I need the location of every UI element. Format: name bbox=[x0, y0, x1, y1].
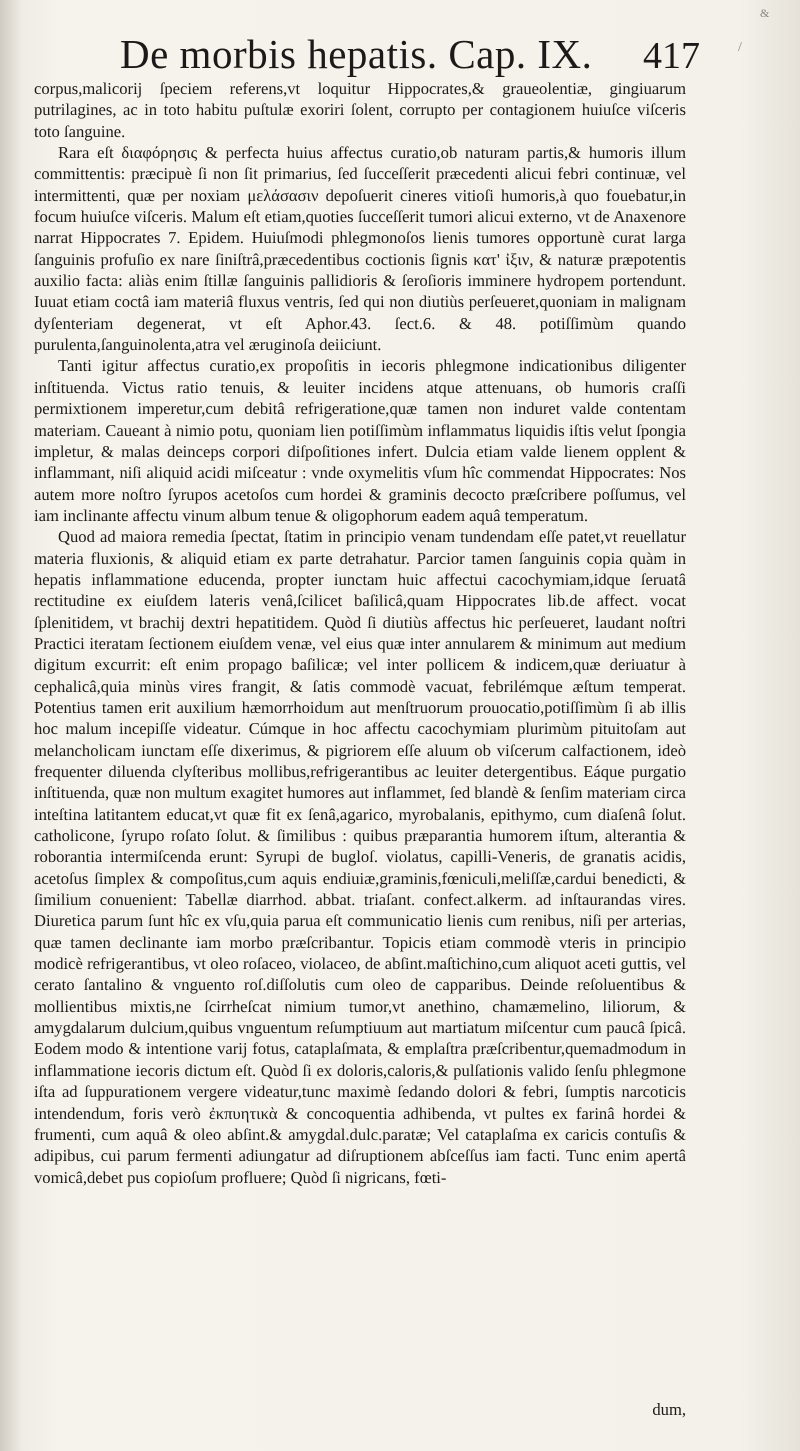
paragraph: corpus,malicorij ſpeciem referens,vt loquitur Hippocrates,& graueolentiæ, gingiuarum putrilagines, ac in toto habitu puſtulæ exoriri ſolent, corrupto per contagionem huiuſce viſceris toto ſanguine. bbox=[34, 79, 686, 141]
paragraph: Rara eſt διαφόρησις & perfecta huius affectus curatio,ob naturam partis,& humoris illum committentis: præcipuè ſi non ſit primarius, ſed ſucceſſerit præcedenti alicui febri continuæ, vel intermittenti, quæ per noxiam μελάσασιν depoſuerit cineres vitioſi humoris,à quo fouebatur,in focum huiuſce viſceris. Malum eſt etiam,quoties ſucceſſerit tumori alicui externo, vt de Anaxenore narrat Hippocrates 7. Epidem. Huiuſmodi phlegmonoſos lienis tumores opportunè curat larga ſanguinis profuſio ex nare ſiniſtrâ,præcedentibus coctionis ſignis κατ' ἰξιν, & naturæ præpotentis auxilio facta: aliàs enim ſtillæ ſanguinis pallidioris & ſeroſioris imminere hydropem portendunt. Iuuat etiam coctâ iam materiâ fluxus ventris, ſed qui non diutiùs perſeueret,quoniam in malignam dyſenteriam degenerat, vt eſt Aphor.43. ſect.6. & 48. potiſſimùm quando purulenta,ſanguinolenta,atra vel æruginoſa deiiciunt. bbox=[34, 143, 686, 355]
body-text bbox=[34, 78, 686, 1188]
page-number: 417 bbox=[643, 35, 700, 77]
paragraph: Tanti igitur affectus curatio,ex propoſitis in iecoris phlegmone indicationibus diligenter inſtituenda. Victus ratio tenuis, & leuiter incidens atque attenuans, ob humoris craſſi permixtionem imperetur,cum debitâ refrigeratione,quæ tamen non induret valde contentam materiam. Caueant à nimio potu, quoniam lien potiſſimùm inflammatus liquidis iſtis velut ſpongia impletur, & malas deinceps corpori diſpoſitiones infert. Dulcia etiam valde lienem opplent & inflammant, niſi aliquid acidi miſceatur : vnde oxymelitis vſum hîc commendat Hippocrates: Nos autem more noſtro ſyrupos acetoſos cum hordei & graminis decocto præſcribere poſſumus, vel iam inclinante affectu vinum album tenue & oligophorum eadem aquâ temperatum. bbox=[34, 356, 686, 525]
running-title: De morbis hepatis. Cap. IX. bbox=[120, 31, 593, 77]
margin-ink-mark: & bbox=[760, 6, 770, 20]
catchword: dum, bbox=[652, 1400, 686, 1419]
paragraph: Quod ad maiora remedia ſpectat, ſtatim in principio venam tundendam eſſe patet,vt reuellatur materia fluxionis, & aliquid etiam ex parte detrahatur. Parcior tamen ſanguinis copia quàm in hepatis inflammatione educenda, propter iunctam huic affectui cacochymiam,idque ſeruatâ rectitudine ex eiuſdem lateris venâ,ſcilicet baſilicâ,quam Hippocrates lib.de affect. vocat ſplenitidem, vt brachij dextri hepatitidem. Quòd ſi diutiùs affectus hic perſeueret, laudant noſtri Practici iteratam ſectionem eiuſdem venæ, vel eius quæ inter annularem & minimum aut medium digitum excurrit: eſt enim propago baſilicæ; vel inter pollicem & indicem,quæ deriuatur à cephalicâ,quia minùs vires frangit, & ſatis commodè vacuat, febrilémque æſtum temperat. Potentius tamen erit auxilium hæmorrhoidum aut menſtruorum prouocatio,potiſſimùm ſi ab illis hoc malum incepiſſe videatur. Cúmque in hoc affectu cacochymiam plurimùm pituitoſam aut melancholicam iunctam eſſe dixerimus, & pigriorem eſſe aluum ob viſcerum calfactionem, ideò frequenter diluenda clyſteribus mollibus,refrigerantibus ac leuiter detergentibus. Eáque purgatio inſtituenda, quæ non multum exagitet humores aut inflammet, ſed blandè & ſenſim materiam circa inteſtina latitantem educat,vt quæ fit ex ſenâ,agarico, myrobalanis, epithymo, cum diaſenâ ſolut. catholicone, ſyrupo roſato ſolut. & ſimilibus : quibus præparantia humorem iſtum, alterantia & roborantia intermiſcenda erunt: Syrupi de bugloſ. violatus, capilli-Veneris, de granatis acidis, acetoſus ſimplex & compoſitus,cum aquis endiuiæ,graminis,fœniculi,meliſſæ,cardui benedicti, & ſimilium conuenient: Tabellæ diarrhod. abbat. triaſant. confect.alkerm. ad inſtaurandas vires. Diuretica parum ſunt hîc ex vſu,quia parua eſt communicatio lienis cum renibus, niſi per arterias, quæ tamen declinante iam morbo præſcribantur. Topicis etiam commodè vteris in principio modicè refrigerantibus, vt oleo roſaceo, violaceo, de abſint.maſtichino,cum aliquot aceti guttis, vel cerato ſantalino & vnguento roſ.diſſolutis cum oleo de capparibus. Deinde reſoluentibus & mollientibus mixtis,ne ſcirrheſcat nimium tumor,vt anethino, chamæmelino, liliorum, & amygdalarum dulcium,quibus vnguentum reſumptiuum aut martiatum miſcentur cum paucâ ſpicâ. Eodem modo & intentione varij fotus, cataplaſmata, & emplaſtra præſcribentur,quemadmodum in inflammatione iecoris dictum eſt. Quòd ſi ex doloris,caloris,& pulſationis valido ſenſu phlegmone iſta ad ſuppurationem vergere videatur,tunc maximè ſedando dolori & febri, ſumptis narcoticis intendendum, foris verò ἐκπυητικὰ & concoquentia adhibenda, vt pultes ex farinâ hordei & frumenti, cum aquâ & oleo abſint.& amygdal.dulc.paratæ; Vel cataplaſma ex caricis contuſis & adipibus, cui parum fermenti adiungatur ad diſruptionem abſceſſus iam facti. Tunc enim apertâ vomicâ,debet pus copioſum profluere; Quòd ſi nigricans, fœti- bbox=[34, 527, 686, 1187]
margin-pencil-mark: / bbox=[738, 40, 742, 55]
